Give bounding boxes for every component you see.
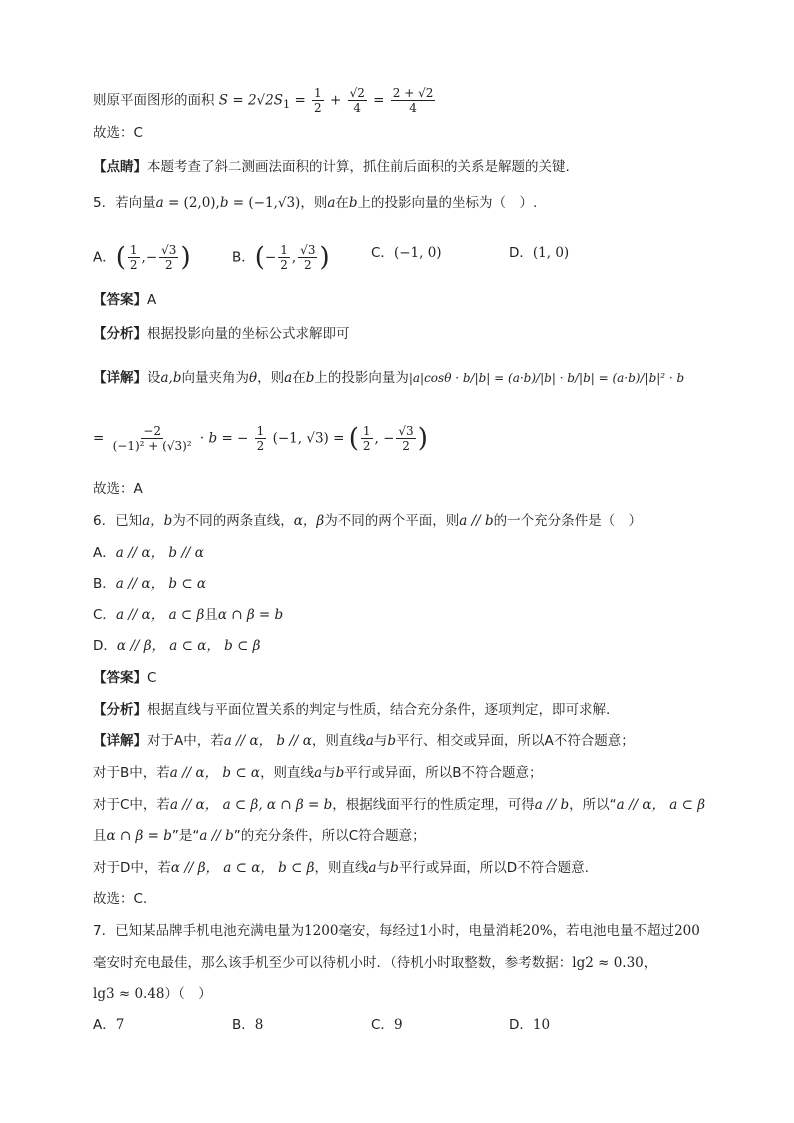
detail-text: 与: [376, 860, 391, 876]
planes: α，β: [293, 513, 325, 529]
q5-stem-end: 上的投影向量的坐标为（ ）.: [357, 195, 538, 211]
q7-text: ，若电池电量不超过: [552, 923, 675, 939]
option-label: B．: [232, 249, 255, 266]
vector-a: a: [155, 195, 164, 211]
detail-text: 上的投影向量为: [314, 370, 409, 386]
fraction: [348, 86, 367, 115]
q5-option-c: [371, 243, 442, 263]
detail-text: 对于A中，若: [147, 733, 224, 749]
detail-text: 平行、相交或异面，所以A不符合题意；: [396, 733, 635, 749]
q5-stem-in: 在: [335, 195, 349, 211]
frac-den: 2: [280, 258, 288, 272]
q5-stem-mid: ，则: [300, 195, 328, 211]
option-value: a // α， b ⊂ α: [115, 576, 207, 592]
option-value: 9: [393, 1017, 403, 1033]
math-expr: a // α， a ⊂ β: [616, 797, 706, 813]
right-paren: ): [180, 242, 191, 273]
detail-text: 平行或异面，所以B不符合题意；: [344, 765, 543, 781]
comment-text: 本题考查了斜二测画法面积的计算，抓住前后面积的关系是解题的关键.: [147, 159, 570, 175]
line-b: b: [335, 765, 345, 781]
math-expr: α // β， a ⊂ α， b ⊂ β: [170, 860, 315, 876]
parallel-condition: a // b: [459, 513, 494, 529]
detail-text: 对于D中，若: [93, 860, 171, 876]
q6-option-a: [93, 543, 754, 563]
detail-text: ，所以“: [569, 797, 617, 813]
detail-text: ，则直线: [260, 765, 315, 781]
answer-value: C: [147, 670, 157, 686]
q7-text: ）（ ）: [164, 986, 212, 1002]
fraction: [128, 243, 140, 272]
q5-detail: [93, 368, 754, 388]
frac-num: −2: [143, 424, 161, 438]
q7-stem-3: [93, 984, 754, 1004]
q6-answer: [93, 668, 754, 688]
detail-text: ”的充分条件，所以C符合题意；: [233, 828, 426, 844]
math-expr: α ∩ β = b: [106, 828, 172, 844]
fraction: [298, 243, 317, 272]
detail-text: 平行或异面，所以D不符合题意.: [398, 860, 589, 876]
q6-stem-start: 6．已知: [93, 513, 143, 529]
vector-a: a: [327, 195, 336, 211]
fraction: [396, 424, 415, 453]
q5-stem-start: 5．若向量: [93, 195, 156, 211]
left-paren: (: [115, 242, 126, 273]
q6-option-d: [93, 636, 754, 656]
fraction: [159, 243, 178, 272]
line-a: a: [365, 733, 374, 749]
q6-detail-c: [93, 795, 754, 815]
q6-final: 故选：C.: [93, 891, 148, 907]
line-a: a: [314, 765, 323, 781]
q7-text: 毫安，每经过: [338, 923, 420, 939]
area-formula-line: [93, 86, 754, 115]
projection-formula: |a|cosθ · b/|b| = (a·b)/|b| · b/|b| = (a·b)/|b|² · b: [408, 371, 685, 385]
option-value: a // α， a ⊂ β: [115, 607, 205, 623]
q7-number: 200: [674, 923, 700, 939]
q7-text: 毫安时充电最佳，那么该手机至少可以待机小时．（待机小时取整数，参考数据：: [93, 955, 573, 971]
answer-line: 故选：C: [93, 125, 143, 141]
detail-text: ”是“: [171, 828, 200, 844]
option-label: D．: [509, 245, 533, 261]
q7-option-c: [371, 1015, 403, 1035]
separator: , −: [374, 430, 395, 447]
q7-option-b: [232, 1015, 263, 1035]
line-a: a: [368, 860, 377, 876]
q6-stem-text: 为不同的两个平面，则: [324, 513, 460, 529]
vector-a-value: = (2,0),: [163, 195, 220, 211]
math-expr: a // α， a ⊂ β, α ∩ β = b: [169, 797, 333, 813]
fraction: [312, 86, 324, 115]
q6-option-b: [93, 574, 754, 594]
option-label: A．: [93, 1017, 116, 1033]
answer-tag: 【答案】: [93, 292, 147, 308]
detail-text: 在: [292, 370, 306, 386]
q7-ref-data: lg3 ≈ 0.48: [93, 986, 165, 1002]
theta: θ: [248, 370, 258, 386]
fraction: [278, 243, 290, 272]
answer-tag: 【答案】: [93, 670, 147, 686]
q7-text: ，: [643, 955, 658, 971]
left-paren: (: [348, 423, 359, 454]
vector-b: b: [305, 370, 315, 386]
option-label: B．: [232, 1017, 255, 1033]
detail-text: 与: [322, 765, 336, 781]
option-value: 10: [532, 1017, 551, 1033]
vector-b-value: = (−1,√3): [228, 195, 301, 211]
right-paren: ): [417, 423, 428, 454]
area-sub: 1: [282, 98, 291, 112]
q5-option-b: [232, 243, 330, 272]
q7-stem-2: [93, 953, 754, 973]
area-formula: S = 2√2S: [218, 92, 283, 109]
detail-text: ，根据线面平行的性质定理，可得: [332, 797, 535, 813]
detail-text: ，则直线: [311, 733, 366, 749]
frac-den: 4: [353, 101, 362, 115]
line-b: b: [387, 733, 397, 749]
equals: =: [373, 92, 385, 109]
option-value: a // α， b // α: [115, 545, 204, 561]
option-value: 7: [115, 1017, 125, 1033]
calc-rest: · b = −: [199, 430, 249, 447]
q5-final: 故选：A: [93, 481, 143, 497]
q5-option-a: [93, 243, 191, 272]
frac-den: 4: [409, 101, 417, 115]
q6-option-c: [93, 605, 754, 625]
frac-den: 2: [402, 439, 410, 453]
frac-num: √2: [349, 86, 365, 100]
comment-tag: 【点睛】: [93, 159, 147, 175]
option-label: C．: [371, 245, 394, 261]
fraction: [255, 424, 267, 453]
detail-text: 设: [147, 370, 161, 386]
option-value: (1, 0): [532, 245, 570, 261]
option-label: A．: [93, 249, 116, 266]
frac-den: (−1)² + (√3)²: [112, 439, 192, 453]
option-label: A．: [93, 545, 116, 561]
detail-text: ，则: [257, 370, 285, 386]
analysis-text: 根据投影向量的坐标公式求解即可: [147, 326, 350, 342]
analysis-tag: 【分析】: [93, 326, 147, 342]
comment-line: [93, 157, 754, 177]
equals: =: [294, 92, 306, 109]
vector-b: b: [219, 195, 229, 211]
calc-vector: (−1, √3) =: [272, 430, 345, 447]
plus: +: [329, 92, 342, 109]
frac-den: 2: [129, 258, 138, 272]
answer-value: A: [147, 292, 157, 308]
q6-detail-d: [93, 858, 754, 878]
fraction: [391, 86, 436, 115]
vector-a: a: [284, 370, 293, 386]
option-value: (−1, 0): [393, 245, 442, 261]
frac-num: 1: [280, 243, 288, 257]
frac-num: √3: [300, 243, 316, 257]
analysis-tag: 【分析】: [93, 702, 147, 718]
frac-den: 2: [164, 258, 173, 272]
fraction: [361, 424, 373, 453]
detail-text: ，则直线: [314, 860, 369, 876]
q6-detail-c-cont: [93, 826, 754, 846]
separator: ,−: [141, 249, 158, 266]
q6-stem-text: 为不同的两条直线，: [172, 513, 294, 529]
vectors-ab: a,b: [160, 370, 182, 386]
q5-answer: [93, 290, 754, 310]
q7-stem-1: [93, 921, 754, 941]
frac-num: √3: [398, 424, 414, 438]
q5-option-d: [509, 243, 569, 263]
q7-ref-data: lg2 ≈ 0.30: [572, 955, 644, 971]
left-paren: (: [254, 242, 265, 273]
option-mid: 且: [204, 607, 218, 623]
q7-number: 1200: [304, 923, 339, 939]
option-label: D．: [509, 1017, 533, 1033]
right-paren: ): [319, 242, 330, 273]
frac-num: 2 + √2: [392, 86, 434, 100]
q7-number: 1: [419, 923, 429, 939]
option-value: 8: [254, 1017, 264, 1033]
frac-num: 1: [314, 86, 322, 100]
frac-den: 2: [256, 439, 265, 453]
math-expr: a // α， b // α: [223, 733, 312, 749]
q5-stem: [93, 193, 754, 213]
math-expr: a // b: [199, 828, 234, 844]
line-b: b: [390, 860, 399, 876]
frac-num: √3: [161, 243, 177, 257]
analysis-text: 根据直线与平面位置关系的判定与性质，结合充分条件，逐项判定，即可求解.: [147, 702, 611, 718]
q6-detail-b: [93, 763, 754, 783]
option-value: α ∩ β = b: [217, 607, 284, 623]
lines-ab: a，b: [142, 513, 173, 529]
q7-option-d: [509, 1015, 550, 1035]
q6-stem-end: 的一个充分条件是（ ）: [493, 513, 643, 529]
area-text: 则原平面图形的面积: [93, 92, 215, 109]
q7-option-a: [93, 1015, 124, 1035]
vector-b: b: [348, 195, 358, 211]
q5-analysis: [93, 324, 754, 344]
math-expr: a // α， b ⊂ α: [169, 765, 261, 781]
frac-den: 2: [314, 101, 322, 115]
q6-analysis: [93, 700, 754, 720]
detail-tag: 【详解】: [93, 370, 147, 386]
detail-text: 向量夹角为: [181, 370, 249, 386]
frac-den: 2: [362, 439, 371, 453]
separator: ,: [291, 249, 297, 266]
frac-num: 1: [129, 243, 138, 257]
detail-text: 对于C中，若: [93, 797, 170, 813]
frac-den: 2: [303, 258, 312, 272]
math-expr: a // b: [534, 797, 570, 813]
option-label: B．: [93, 576, 116, 592]
minus: −: [264, 249, 277, 266]
option-label: C．: [93, 607, 116, 623]
detail-text: 与: [373, 733, 388, 749]
option-label: D．: [93, 638, 117, 654]
q7-text: 7．已知某品牌手机电池充满电量为: [93, 923, 305, 939]
q6-stem: [93, 511, 754, 531]
q7-text: 小时，电量消耗: [428, 923, 523, 939]
detail-tag: 【详解】: [93, 733, 147, 749]
frac-num: 1: [362, 424, 371, 438]
equals: =: [93, 430, 105, 447]
frac-num: 1: [256, 424, 265, 438]
option-label: C．: [371, 1017, 394, 1033]
fraction: [111, 424, 194, 453]
q6-detail-a: [93, 731, 754, 751]
detail-text: 且: [93, 828, 107, 844]
option-value: α // β， a ⊂ α， b ⊂ β: [116, 638, 261, 654]
q7-number: 20%: [522, 923, 553, 939]
detail-text: 对于B中，若: [93, 765, 170, 781]
q5-calculation: [93, 424, 754, 453]
